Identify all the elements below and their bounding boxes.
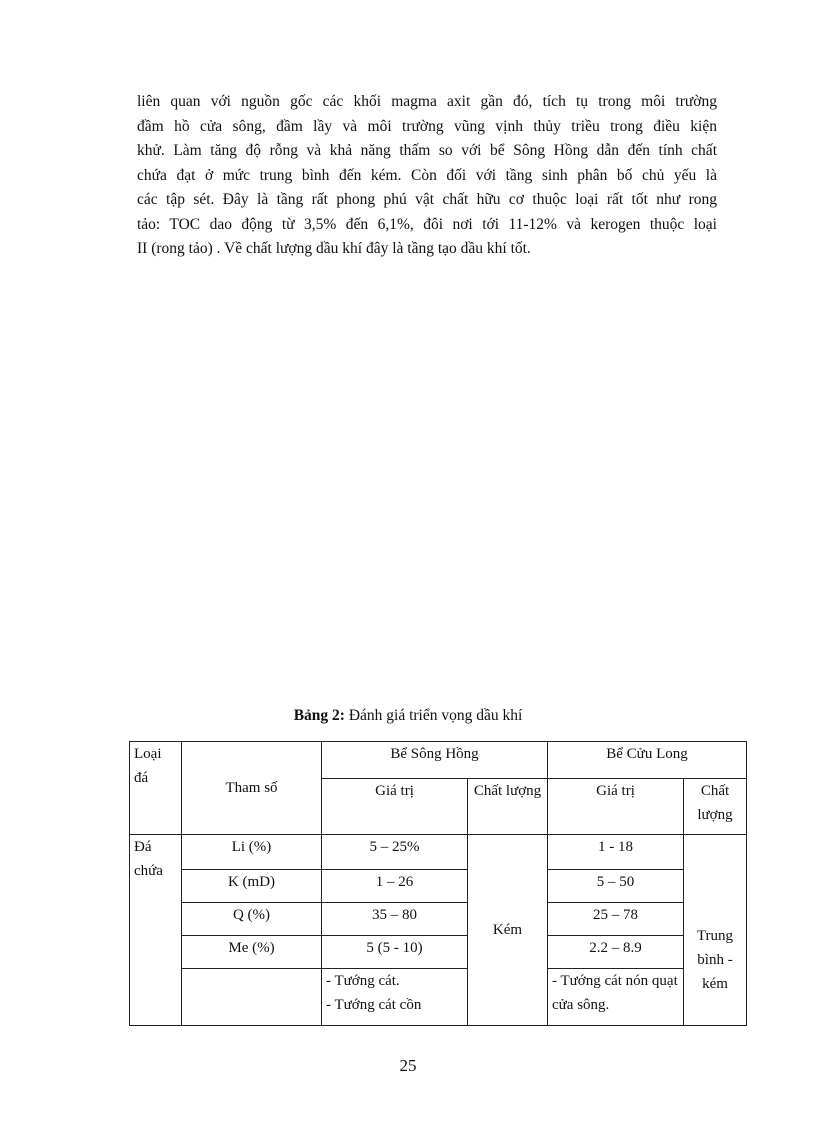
body-paragraph — [137, 90, 717, 262]
param-cell: Li (%) — [182, 835, 322, 870]
value-cell: 2.2 – 8.9 — [548, 936, 684, 969]
text-line: II (rong tảo) . Về chất lượng dầu khí đây là tầng tạo dầu khí tốt. — [137, 240, 531, 257]
table-row-facies — [130, 969, 747, 1026]
header-value-2: Giá trị — [548, 779, 684, 835]
group-label: Đá chứa — [130, 835, 182, 1026]
facies-cuu-long: - Tướng cát nón quạt cửa sông. — [548, 969, 684, 1026]
facies-line: - Tướng cát cồn — [326, 997, 422, 1013]
text-line: khử. Làm tăng độ rỗng và khả năng thấm so với bể Sông Hồng dẫn đến tính chất — [137, 142, 717, 159]
value-cell: 35 – 80 — [322, 903, 468, 936]
text-line: đầm hồ cửa sông, đầm lầy và môi trường vũng vịnh thủy triều trong điều kiện — [137, 117, 717, 135]
param-cell-empty — [182, 969, 322, 1026]
header-quality-1: Chất lượng — [468, 779, 548, 835]
table-row — [130, 903, 747, 936]
caption-title: Đánh giá triển vọng dầu khí — [344, 707, 523, 724]
page-number: 25 — [399, 1056, 417, 1075]
facies-line: - Tướng cát. — [326, 973, 400, 989]
text-line: tảo: TOC dao động từ 3,5% đến 6,1%, đôi nơi tới 11-12% và kerogen thuộc loại — [137, 215, 717, 233]
value-cell: 5 – 25% — [322, 835, 468, 870]
text-line: các tập sét. Đây là tầng rất phong phú vật chất hữu cơ thuộc loại rất tốt như rong — [137, 191, 717, 208]
param-cell: K (mD) — [182, 870, 322, 903]
value-cell: 5 (5 - 10) — [322, 936, 468, 969]
value-cell: 25 – 78 — [548, 903, 684, 936]
table-row — [130, 870, 747, 903]
facies-song-hong — [322, 969, 468, 1026]
header-value-1: Giá trị — [322, 779, 468, 835]
header-rock-type: Loại đá — [130, 742, 182, 835]
assessment-table — [129, 741, 747, 1026]
quality-song-hong: Kém — [468, 835, 548, 1026]
text-line: liên quan với nguồn gốc các khối magma axit gần đó, tích tụ trong môi trường — [137, 93, 717, 110]
value-cell: 1 – 26 — [322, 870, 468, 903]
caption-label: Bảng 2: — [293, 707, 345, 724]
table-header-row — [130, 742, 747, 779]
param-cell: Me (%) — [182, 936, 322, 969]
table-row — [130, 936, 747, 969]
param-cell: Q (%) — [182, 903, 322, 936]
header-basin-cuu-long: Bể Cửu Long — [548, 742, 747, 779]
header-basin-song-hong: Bể Sông Hồng — [322, 742, 548, 779]
quality-cuu-long — [684, 835, 747, 1026]
header-quality-2: Chất lượng — [684, 779, 747, 835]
table-caption — [0, 707, 816, 725]
value-cell: 5 – 50 — [548, 870, 684, 903]
value-cell: 1 - 18 — [548, 835, 684, 870]
quality-cuu-long-text: Trung bình - kém — [696, 928, 734, 992]
table-row — [130, 835, 747, 870]
text-line: chứa đạt ở mức trung bình đến kém. Còn đối với tầng sinh phân bố chủ yếu là — [137, 166, 717, 184]
header-parameter: Tham số — [182, 742, 322, 835]
